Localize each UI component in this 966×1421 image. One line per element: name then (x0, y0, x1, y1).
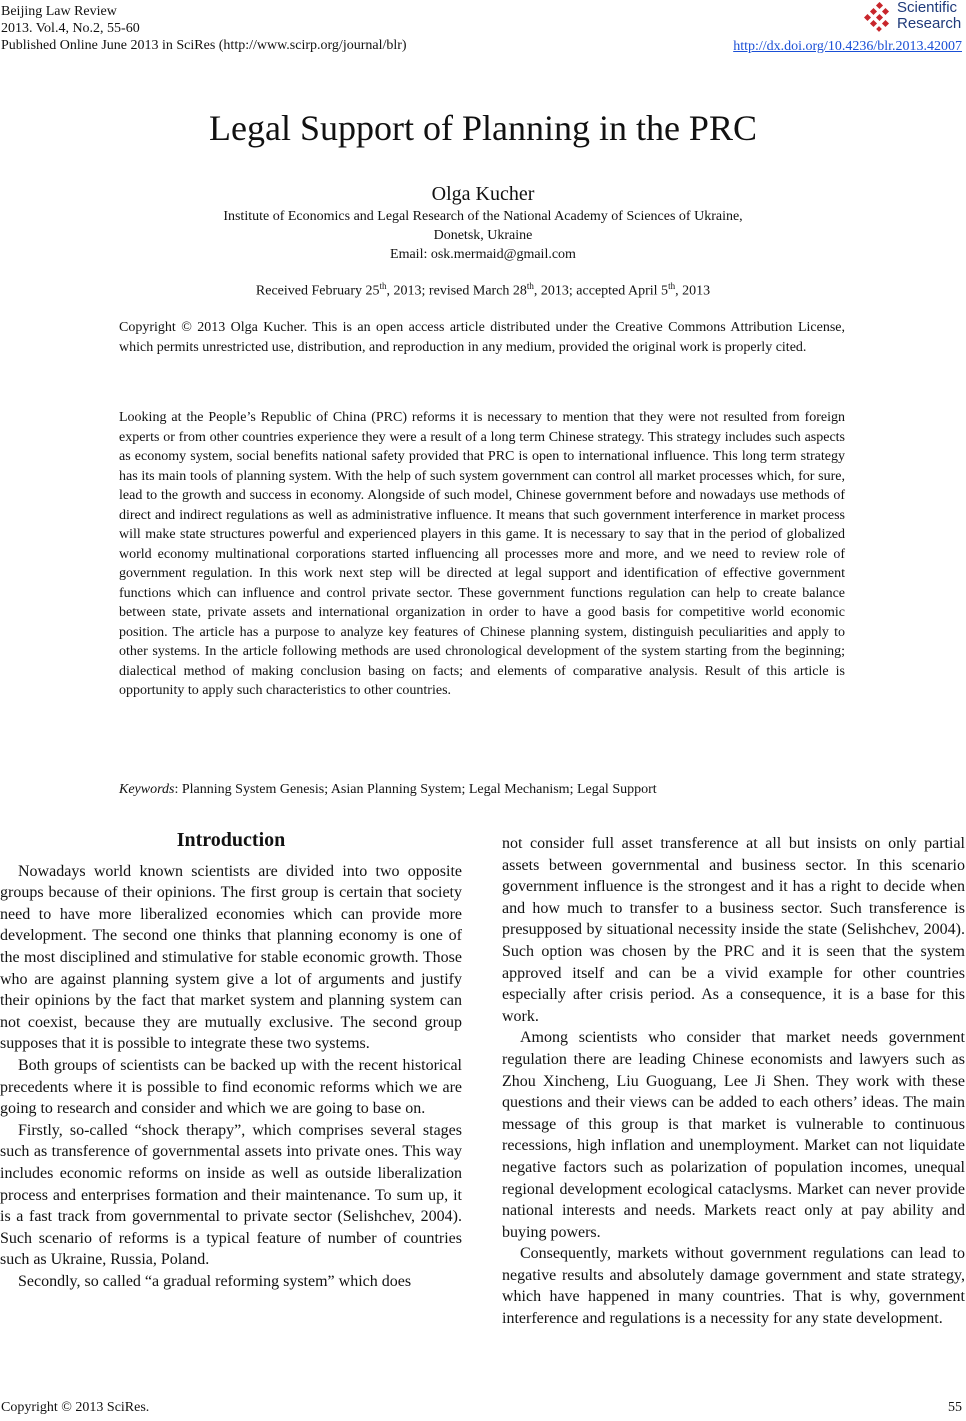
doi-link[interactable]: http://dx.doi.org/10.4236/blr.2013.42007 (733, 39, 962, 54)
body-paragraph: Secondly, so called “a gradual reforming system” which does (18, 1272, 412, 1290)
section-heading-introduction: Introduction (176, 829, 286, 851)
affiliation-institute: Institute of Economics and Legal Research of the National Academy of Sciences of Ukraine, (223, 209, 743, 224)
body-paragraph: not consider full asset transference at all but insists on only partial assets between governmental and business sector. In this scenario government influence is the strongest and it has a right to decide when and how much to transfer to a business sector. Such transference is presupposed by situational necessity inside the state (Selishchev, 2004). Such option was chosen by the PRC and it is seen that the system approved itself and can be a vivid example for other countries especially after crisis period. As a consequence, it is a base for this work. (502, 835, 965, 1025)
body-paragraph: Both groups of scientists can be backed up with the recent historical precedents where it is possible to find economic reforms which we are going to research and consider and which we are going to base on. (0, 1056, 462, 1118)
body-paragraph: Among scientists who consider that market needs government regulation there are leading Chinese economists and lawyers such as Zhou Xincheng, Liu Guoguang, Lee Ji Shen. They work with these questions and their views can be added to each others’ ideas. The main message of this group is that market is vulnerable to continuous recessions, high inflation and unemployment. Market can not liquidate negative factors such as polarization of population incomes, unequal regional development ecological cataclysms. Market can never provide national interests and needs. Markets react only at pay ability and buying powers. (502, 1029, 965, 1241)
keywords (119, 780, 845, 800)
left-column (0, 830, 462, 1292)
publisher-logo (864, 0, 964, 36)
body-paragraph: Consequently, markets without government regulations can lead to negative results and absolutely damage government and state strategy, which have happened in many countries. That is why, government interference and regulations is a necessity for any state development. (502, 1245, 965, 1328)
copyright-notice: Copyright © 2013 Olga Kucher. This is an open access article distributed under the Creative Commons Attribution License, which permits unrestricted use, distribution, and reproduction in any medium, provided the original work is properly cited. (119, 320, 845, 355)
paper-title: Legal Support of Planning in the PRC (209, 108, 757, 148)
author-name: Olga Kucher (431, 183, 535, 205)
logo-text: Scientific Research (897, 0, 962, 32)
affiliation (0, 207, 966, 264)
footer-copyright: Copyright © 2013 SciRes. (1, 1400, 150, 1415)
received-dates: Received February 25th, 2013; revised March 28th, 2013; accepted April 5th, 2013 (255, 281, 711, 299)
keywords-list: : Planning System Genesis; Asian Planning System; Legal Mechanism; Legal Support (174, 782, 657, 797)
body-paragraph: Firstly, so-called “shock therapy”, which comprises several stages such as transference of governmental assets into private ones. This way includes economic reforms on inside as well as outside liberalization process and enterprises formation and their maintenance. To sum up, it is a fast track from governmental to private sector (Selishchev, 2004). Such scenario of reforms is a typical feature of number of countries such as Ukraine, Russia, Poland. (0, 1121, 462, 1269)
scirp-logo-icon (864, 2, 894, 32)
running-header (1, 3, 561, 54)
right-column (502, 833, 965, 1330)
keywords-label: Keywords (119, 782, 175, 797)
publication-line: Published Online June 2013 in SciRes (http://www.scirp.org/journal/blr) (1, 38, 407, 53)
abstract: Looking at the People’s Republic of China (PRC) reforms it is necessary to mention that they were not resulted from foreign experts or from other countries experience they were a result of a long term Chinese strategy. This strategy includes such aspects as economy system, social benefits national safety provided that PRC is open to international influence. This long term strategy has its main tools of planning system. With the help of such system government can control all market processes which, for sure, lead to the growth and success in economy. Alongside of such model, Chinese government before and nowadays use methods of direct and indirect regulations as well as administrative influence. It means that such government interference in market process will make state structures powerful and experienced players in this game. It is necessary to say that in the period of globalized world economy multinational corporations started influencing all processes more and more, and we need to review role of government regulation. In this work next step will be directed at legal support and identification of effective government functions which can influence and control private sector. These government functions regulation can help to create balance between state, private assets and international organization in order to have a good basis for competitive world economic position. The article has a purpose to analyze key features of Chinese planning system, distinguish peculiarities and apply to other systems. In the article following methods are used chronological development of the system starting from the beginning; dialectical method of making conclusion basing on facts; and elements of comparative analysis. Result of this article is opportunity to apply such characteristics to other countries. (119, 410, 845, 698)
author-email: Email: osk.mermaid@gmail.com (390, 247, 576, 262)
affiliation-location: Donetsk, Ukraine (433, 228, 533, 243)
page-number: 55 (948, 1400, 962, 1415)
journal-volume: 2013. Vol.4, No.2, 55-60 (1, 21, 140, 36)
journal-name: Beijing Law Review (1, 4, 117, 19)
body-paragraph: Nowadays world known scientists are divided into two opposite groups because of their opinions. The first group is certain that society need to have more liberalized economies which can provide more development. The second one thinks that planning economy is one of the most disciplined and stimulative for stable economic growth. Those who are against planning system give a lot of arguments and justify their opinions by the fact that market system and planning system can not coexist, because they are mutually exclusive. The second group supposes that it is possible to integrate these two systems. (0, 862, 462, 1053)
